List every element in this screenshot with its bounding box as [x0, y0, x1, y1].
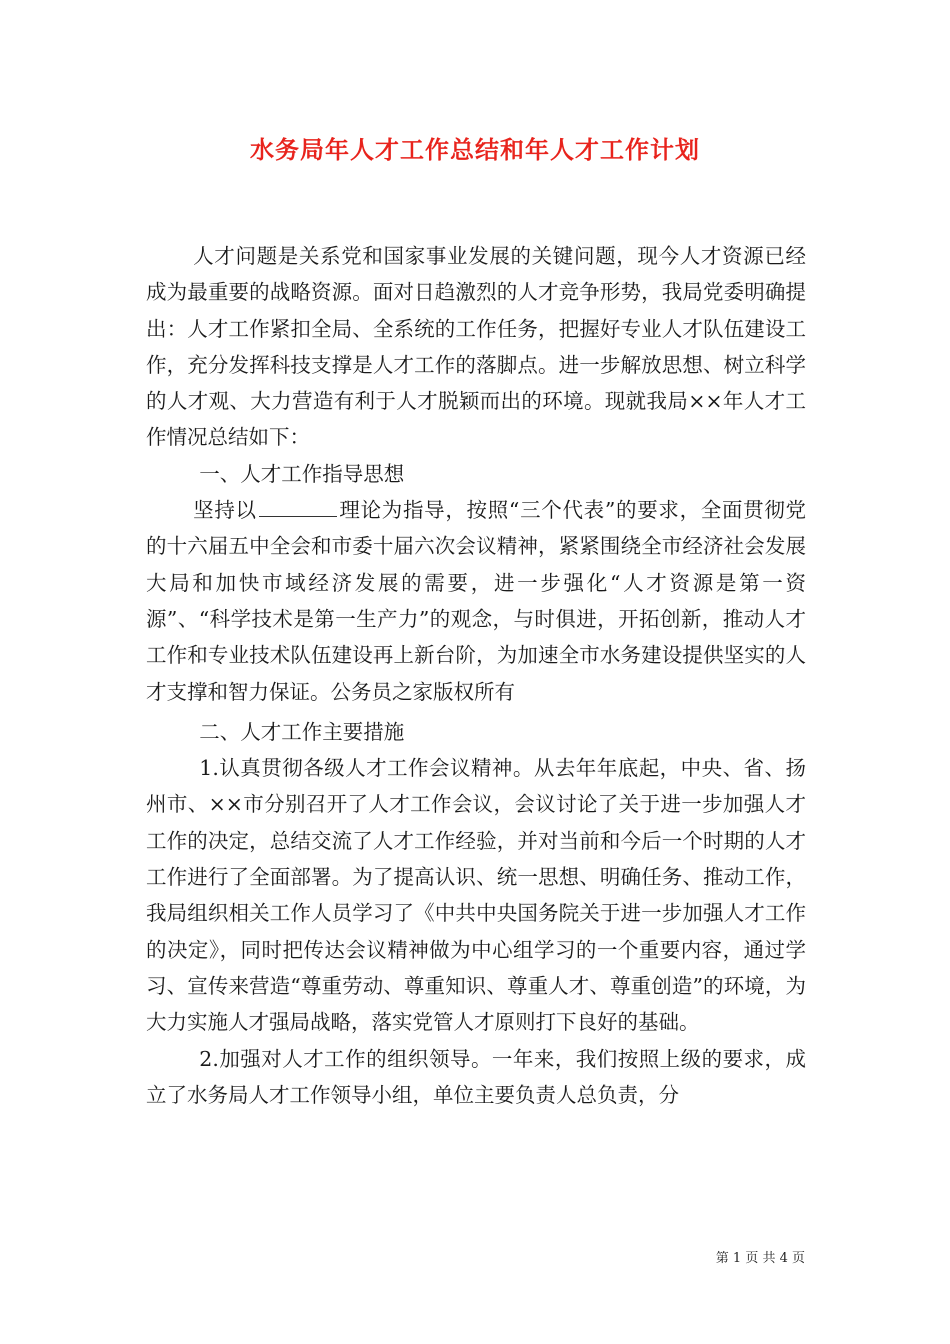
page-number: 第 1 页 共 4 页 — [715, 1251, 805, 1266]
section-heading-guiding-ideology: 一、人才工作指导思想 — [199, 461, 405, 486]
document-title: 水务局年人才工作总结和年人才工作计划 — [250, 135, 700, 164]
guiding-ideology-text-start: 坚持以 — [193, 498, 257, 523]
document-body — [146, 238, 806, 1113]
measure-item-2: 2.加强对人才工作的组织领导。一年来，我们按照上级的要求，成立了水务局人才工作领导小组，单位主要负责人总负责，分 — [146, 1046, 806, 1107]
measure-item-1: 1.认真贯彻各级人才工作会议精神。从去年年底起，中央、省、扬州市、××市分别召开了人才工作会议，会议讨论了关于进一步加强人才工作的决定，总结交流了人才工作经验，并对当前和今后一个时期的人才工作进行了全面部署。为了提高认识、统一思想、明确任务、推动工作，我局组织相关工作人员学习了《中共中央国务院关于进一步加强人才工作的决定》，同时把传达会议精神做为中心组学习的一个重要内容，通过学习、宣传来营造“尊重劳动、尊重知识、尊重人才、尊重创造”的环境，为大力实施人才强局战略，落实党管人才原则打下良好的基础。 — [146, 756, 806, 1035]
guiding-ideology-paragraph — [146, 492, 806, 710]
guiding-ideology-text-rest: 理论为指导，按照“三个代表”的要求，全面贯彻党的十六届五中全会和市委十届六次会议精神，紧紧围绕全市经济社会发展大局和加快市域经济发展的需要，进一步强化“人才资源是第一资源”、“科学技术是第一生产力”的观念，与时俱进，开拓创新，推动人才工作和专业技术队伍建设再上新台阶，为加速全市水务建设提供坚实的人才支撑和智力保证。公务员之家版权所有 — [146, 498, 807, 704]
fill-in-blank — [259, 498, 337, 517]
intro-paragraph: 人才问题是关系党和国家事业发展的关键问题，现今人才资源已经成为最重要的战略资源。面对日趋激烈的人才竞争形势，我局党委明确提出：人才工作紧扣全局、全系统的工作任务，把握好专业人才队伍建设工作，充分发挥科技支撑是人才工作的落脚点。进一步解放思想、树立科学的人才观、大力营造有利于人才脱颖而出的环境。现就我局××年人才工作情况总结如下： — [146, 244, 806, 450]
section-heading-main-measures: 二、人才工作主要措施 — [199, 719, 405, 744]
